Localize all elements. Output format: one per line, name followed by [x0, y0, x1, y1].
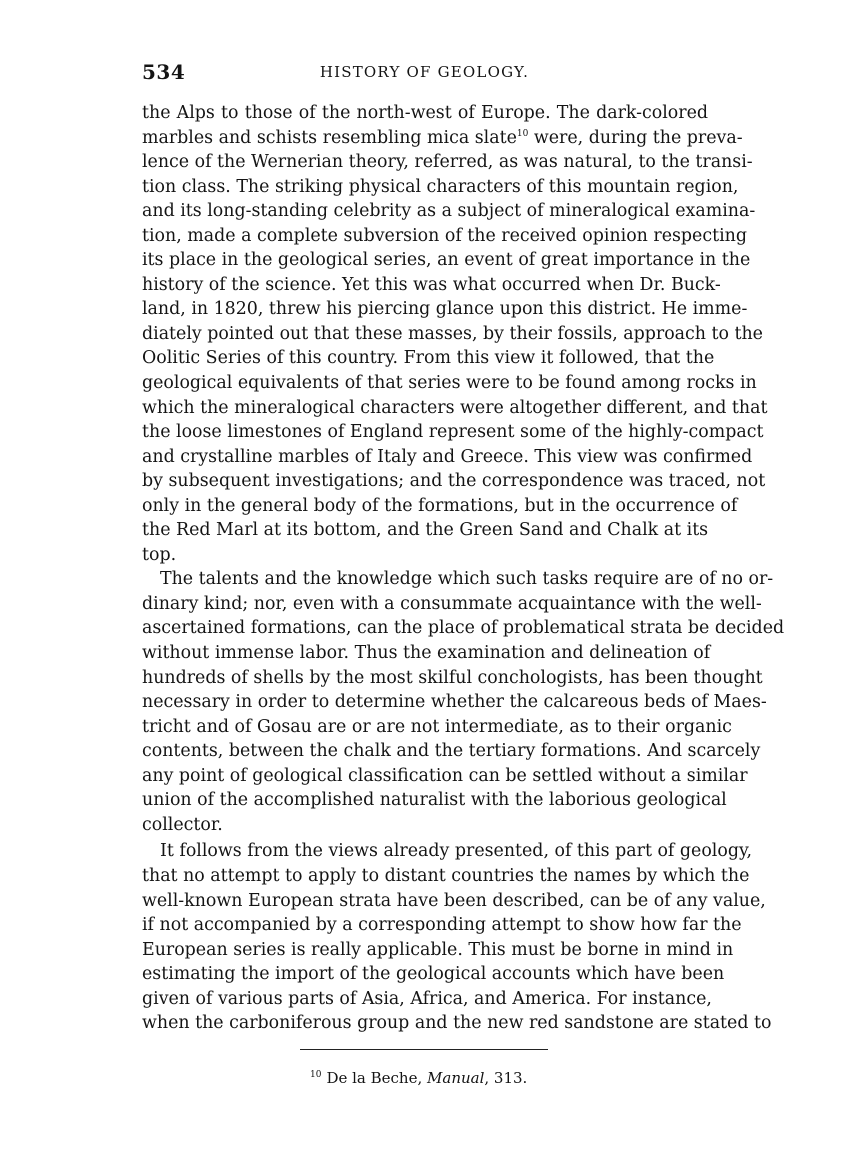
- text-line: the loose limestones of England represent some of the highly-compact: [142, 422, 764, 443]
- text-line: estimating the import of the geological accounts which have been: [142, 964, 725, 985]
- text-line: diately pointed out that these masses, by their fossils, approach to the: [142, 323, 763, 344]
- text-line: union of the accomplished naturalist with the laborious geological: [142, 790, 727, 811]
- text-line: collector.: [142, 814, 223, 835]
- footnote-divider: [300, 1049, 548, 1050]
- text-line: geological equivalents of that series were to be found among rocks in: [142, 373, 757, 394]
- footnote-mark: 10: [310, 1070, 322, 1080]
- text-line: only in the general body of the formations, but in the occurrence of: [142, 495, 738, 516]
- footnote: [310, 1069, 527, 1087]
- text-line: by subsequent investigations; and the correspondence was traced, not: [142, 471, 766, 492]
- text-line: [142, 126, 743, 151]
- text-line: necessary in order to determine whether the calcareous beds of Maes-: [142, 692, 767, 713]
- text-line: dinary kind; nor, even with a consummate acquaintance with the well-: [142, 593, 762, 614]
- text-line: tion, made a complete subversion of the received opinion respecting: [142, 225, 747, 246]
- text-line: lence of the Wernerian theory, referred, as was natural, to the transi-: [142, 152, 753, 173]
- text-line: any point of geological classification can be settled without a similar: [142, 765, 748, 786]
- footnote-title: Manual: [427, 1069, 485, 1087]
- text-line: European series is really applicable. This must be borne in mind in: [142, 939, 734, 960]
- text-line: which the mineralogical characters were altogether different, and that: [142, 397, 768, 418]
- text-line: history of the science. Yet this was what occurred when Dr. Buck-: [142, 274, 721, 295]
- text-line: and crystalline marbles of Italy and Greece. This view was confirmed: [142, 446, 753, 467]
- text-line: top.: [142, 544, 177, 565]
- text-line: tricht and of Gosau are or are not intermediate, as to their organic: [142, 716, 732, 737]
- footnote-author: De la Beche,: [326, 1069, 428, 1087]
- running-head: HISTORY OF GEOLOGY.: [319, 63, 530, 81]
- text-line: its place in the geological series, an event of great importance in the: [142, 250, 751, 271]
- text-line: when the carboniferous group and the new red sandstone are stated to: [142, 1013, 772, 1034]
- text-line: given of various parts of Asia, Africa, and America. For instance,: [142, 988, 712, 1009]
- text-line: contents, between the chalk and the tertiary formations. And scarcely: [142, 741, 761, 762]
- text-line: ascertained formations, can the place of problematical strata be decided: [142, 618, 785, 639]
- text-line: the Red Marl at its bottom, and the Green Sand and Chalk at its: [142, 520, 709, 541]
- text-segment: were, during the preva-: [528, 127, 743, 148]
- text-line: that no attempt to apply to distant countries the names by which the: [142, 865, 750, 886]
- text-line: tion class. The striking physical characters of this mountain region,: [142, 176, 739, 197]
- page-header: [142, 60, 707, 86]
- text-line: the Alps to those of the north-west of Europe. The dark-colored: [142, 103, 708, 123]
- text-line: without immense labor. Thus the examination and delineation of: [142, 643, 711, 664]
- text-line: if not accompanied by a corresponding attempt to show how far the: [142, 915, 742, 936]
- page-number: 534: [142, 60, 186, 84]
- text-line: It follows from the views already presented, of this part of geology,: [160, 841, 753, 862]
- text-line: land, in 1820, threw his piercing glance upon this district. He imme-: [142, 299, 748, 320]
- footnote-reference: 10: [516, 128, 529, 139]
- text-line: and its long-standing celebrity as a subject of mineralogical examina-: [142, 201, 756, 222]
- text-line: hundreds of shells by the most skilful conchologists, has been thought: [142, 667, 763, 688]
- body-text: [142, 101, 785, 1036]
- text-line: well-known European strata have been described, can be of any value,: [142, 890, 766, 911]
- footnote-page: , 313.: [484, 1069, 528, 1087]
- text-segment: marbles and schists resembling mica slate: [142, 127, 517, 148]
- text-line: Oolitic Series of this country. From this view it followed, that the: [142, 348, 715, 369]
- text-line: The talents and the knowledge which such tasks require are of no or-: [160, 569, 774, 590]
